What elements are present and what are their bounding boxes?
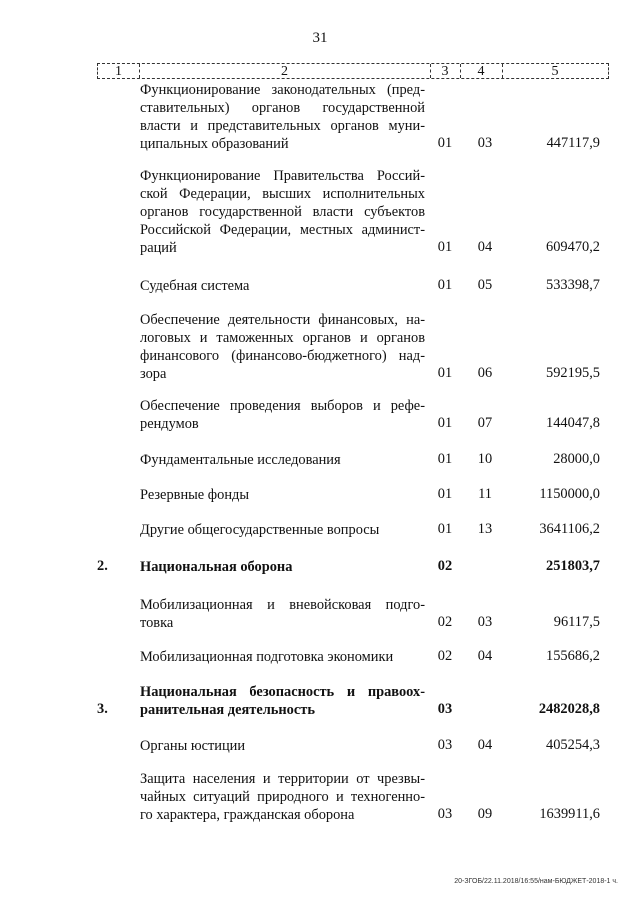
row-description <box>140 81 425 153</box>
subsection-code: 03 <box>477 614 493 630</box>
amount: 592195,5 <box>546 365 600 381</box>
section-code: 01 <box>437 365 453 381</box>
page-number: 31 <box>312 30 328 46</box>
section-code: 01 <box>437 486 453 502</box>
description-line: Защита населения и территории от чрезвы- <box>140 771 425 787</box>
amount: 2482028,8 <box>538 701 600 717</box>
amount: 28000,0 <box>553 451 600 467</box>
document-footer: 20-ЗГОБ/22.11.2018/16:55/нам-БЮДЖЕТ-2018-1 ч. <box>454 878 618 885</box>
header-col-4: 4 <box>460 64 503 78</box>
description-line: Мобилизационная подготовка экономики <box>140 649 394 665</box>
amount: 155686,2 <box>546 648 600 664</box>
section-number: 2. <box>97 558 108 574</box>
row-description <box>140 311 425 383</box>
subsection-code: 11 <box>478 486 492 502</box>
description-line: Фундаментальные исследования <box>140 452 341 468</box>
section-code: 01 <box>437 521 453 537</box>
description-line: Мобилизационная и вневойсковая подго- <box>140 597 425 613</box>
description-line: Национальная безопасность и правоох- <box>140 684 425 700</box>
description-line: Функционирование Правительства Россий- <box>140 168 425 184</box>
section-code: 03 <box>437 737 453 753</box>
section-code: 01 <box>437 415 453 431</box>
description-line: Обеспечение проведения выборов и рефе- <box>140 398 425 414</box>
description-line: Функционирование законодательных (пред- <box>140 82 425 98</box>
description-line: логовых и таможенных органов и органов <box>140 330 425 346</box>
header-col-2: 2 <box>139 64 431 78</box>
description-line: ципальных образований <box>140 136 289 152</box>
description-line: го характера, гражданская оборона <box>140 807 355 823</box>
row-description <box>140 486 425 504</box>
description-line: Национальная оборона <box>140 559 293 575</box>
amount: 96117,5 <box>553 614 600 630</box>
amount: 609470,2 <box>546 239 600 255</box>
row-description <box>140 397 425 433</box>
amount: 1639911,6 <box>539 806 600 822</box>
subsection-code: 05 <box>477 277 493 293</box>
row-description <box>140 683 425 719</box>
subsection-code: 04 <box>477 239 493 255</box>
subsection-code: 10 <box>477 451 493 467</box>
section-number: 3. <box>97 701 108 717</box>
section-code: 01 <box>437 135 453 151</box>
subsection-code: 04 <box>477 648 493 664</box>
header-col-5: 5 <box>551 64 559 79</box>
description-line: товка <box>140 615 174 631</box>
description-line: ской Федерации, высших исполнительных <box>140 186 425 202</box>
description-line: зора <box>140 366 167 382</box>
section-code: 02 <box>437 558 453 574</box>
subsection-code: 13 <box>477 521 493 537</box>
amount: 447117,9 <box>546 135 600 151</box>
subsection-code: 03 <box>477 135 493 151</box>
header-col-1: 1 <box>98 64 140 78</box>
subsection-code: 09 <box>477 806 493 822</box>
row-description <box>140 277 425 295</box>
description-line: Резервные фонды <box>140 487 250 503</box>
section-code: 03 <box>437 701 453 717</box>
subsection-code: 04 <box>477 737 493 753</box>
amount: 251803,7 <box>546 558 600 574</box>
row-description <box>140 451 425 469</box>
description-line: органов государственной власти субъектов <box>140 204 425 220</box>
amount: 144047,8 <box>546 415 600 431</box>
section-code: 02 <box>437 648 453 664</box>
row-description <box>140 596 425 632</box>
section-code: 02 <box>437 614 453 630</box>
row-description <box>140 648 425 666</box>
subsection-code: 07 <box>477 415 493 431</box>
amount: 1150000,0 <box>539 486 600 502</box>
table-header <box>97 63 609 79</box>
row-description <box>140 737 425 755</box>
description-line: финансового (финансово-бюджетного) над- <box>140 348 425 364</box>
description-line: власти и представительных органов муни- <box>140 118 425 134</box>
amount: 533398,7 <box>546 277 600 293</box>
section-code: 01 <box>437 277 453 293</box>
subsection-code: 06 <box>477 365 493 381</box>
description-line: Органы юстиции <box>140 738 246 754</box>
description-line: ранительная деятельность <box>140 702 315 718</box>
section-code: 01 <box>437 239 453 255</box>
description-line: Российской Федерации, местных админист- <box>140 222 425 238</box>
row-description <box>140 521 425 539</box>
description-line: чайных ситуаций природного и техногенно- <box>140 789 425 805</box>
amount: 405254,3 <box>546 737 600 753</box>
row-description <box>140 167 425 257</box>
row-description <box>140 770 425 824</box>
amount: 3641106,2 <box>539 521 600 537</box>
description-line: рендумов <box>140 416 199 432</box>
section-code: 03 <box>437 806 453 822</box>
description-line: ставительных) органов государственной <box>140 100 425 116</box>
description-line: Другие общегосударственные вопросы <box>140 522 380 538</box>
row-description <box>140 558 425 576</box>
description-line: раций <box>140 240 177 256</box>
description-line: Судебная система <box>140 278 250 294</box>
description-line: Обеспечение деятельности финансовых, на- <box>140 312 425 328</box>
header-col-3: 3 <box>430 64 461 78</box>
section-code: 01 <box>437 451 453 467</box>
